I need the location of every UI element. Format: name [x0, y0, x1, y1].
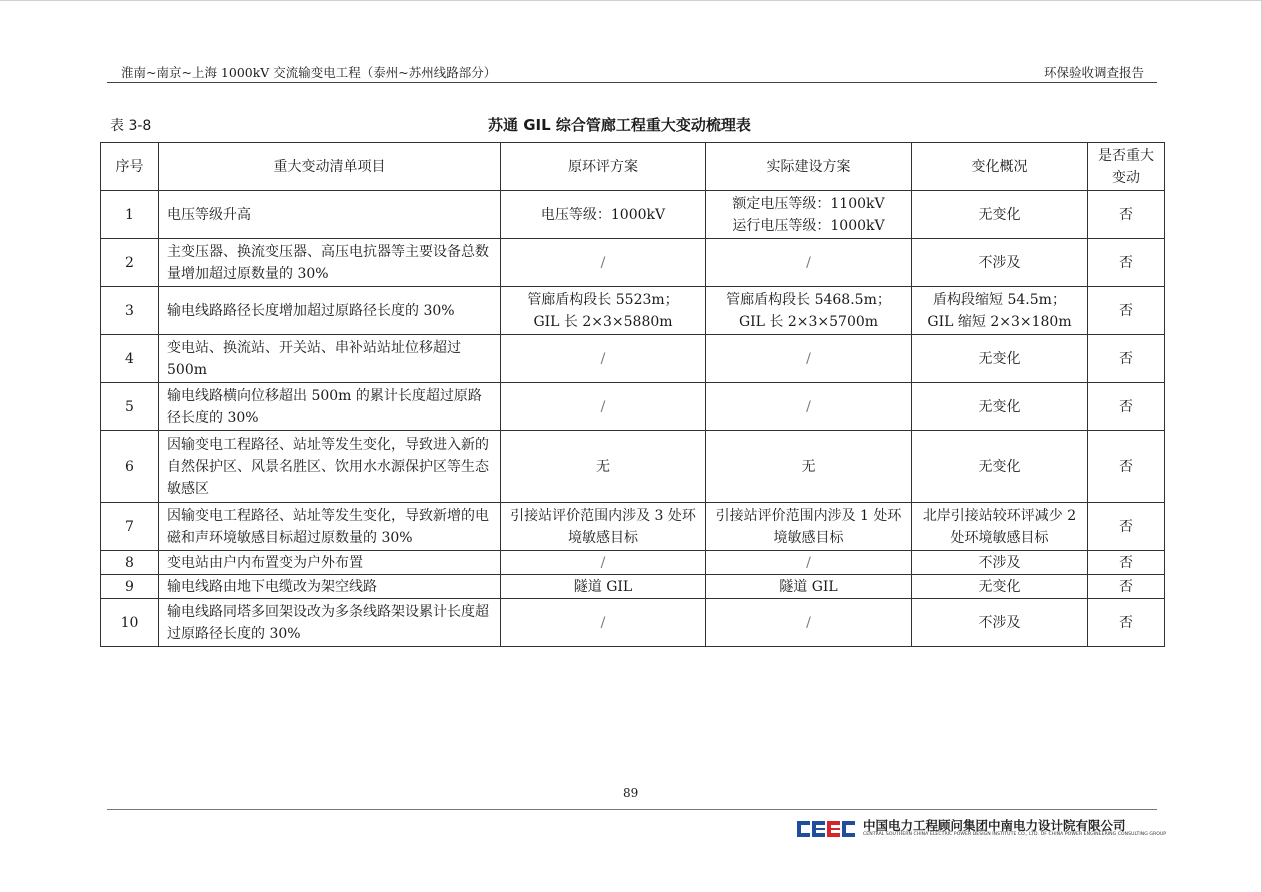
cell-item: 输电线路由地下电缆改为架空线路 — [159, 575, 501, 599]
cell-major: 否 — [1088, 575, 1165, 599]
cell-actual: 引接站评价范围内涉及 1 处环境敏感目标 — [706, 503, 912, 551]
cell-actual: 无 — [706, 431, 912, 503]
column-header-item: 重大变动清单项目 — [159, 143, 501, 191]
cell-original: 无 — [501, 431, 706, 503]
cell-change: 不涉及 — [912, 239, 1088, 287]
header-divider — [107, 82, 1157, 83]
column-header-change: 变化概况 — [912, 143, 1088, 191]
cell-no: 1 — [101, 191, 159, 239]
table-row — [101, 335, 1165, 383]
cell-major: 否 — [1088, 239, 1165, 287]
cell-item: 输电线路同塔多回架设改为多条线路架设累计长度超过原路径长度的 30% — [159, 599, 501, 647]
column-header-actual: 实际建设方案 — [706, 143, 912, 191]
header-project-title: 淮南~南京~上海 1000kV 交流输变电工程（泰州~苏州线路部分） — [121, 65, 497, 80]
cell-change: 无变化 — [912, 431, 1088, 503]
ceec-logo — [796, 818, 858, 840]
column-header-original: 原环评方案 — [501, 143, 706, 191]
table-row — [101, 431, 1165, 503]
column-header-major: 是否重大变动 — [1088, 143, 1165, 191]
cell-no: 2 — [101, 239, 159, 287]
cell-major: 否 — [1088, 335, 1165, 383]
cell-item: 因输变电工程路径、站址等发生变化，导致进入新的自然保护区、风景名胜区、饮用水水源保护区等生态敏感区 — [159, 431, 501, 503]
cell-original: / — [501, 599, 706, 647]
page-edge-top — [0, 0, 1262, 1]
cell-actual: / — [706, 599, 912, 647]
cell-actual: / — [706, 239, 912, 287]
cell-item: 变电站由户内布置变为户外布置 — [159, 551, 501, 575]
table-row — [101, 191, 1165, 239]
cell-actual: 管廊盾构段长 5468.5m； GIL 长 2×3×5700m — [706, 287, 912, 335]
table-row — [101, 287, 1165, 335]
major-change-table — [100, 142, 1165, 647]
cell-original: / — [501, 383, 706, 431]
cell-major: 否 — [1088, 191, 1165, 239]
cell-no: 4 — [101, 335, 159, 383]
cell-no: 8 — [101, 551, 159, 575]
cell-actual: / — [706, 335, 912, 383]
footer-organization-name: 中国电力工程顾问集团中南电力设计院有限公司 — [863, 818, 1126, 833]
cell-change: 无变化 — [912, 575, 1088, 599]
table-row — [101, 383, 1165, 431]
ceec-logo-mark — [797, 821, 855, 837]
cell-item: 主变压器、换流变压器、高压电抗器等主要设备总数量增加超过原数量的 30% — [159, 239, 501, 287]
cell-no: 9 — [101, 575, 159, 599]
cell-major: 否 — [1088, 599, 1165, 647]
cell-item: 输电线路横向位移超出 500m 的累计长度超过原路径长度的 30% — [159, 383, 501, 431]
cell-actual: / — [706, 551, 912, 575]
cell-major: 否 — [1088, 287, 1165, 335]
cell-original: 管廊盾构段长 5523m； GIL 长 2×3×5880m — [501, 287, 706, 335]
header-report-type: 环保验收调查报告 — [1043, 65, 1144, 80]
cell-item: 变电站、换流站、开关站、串补站站址位移超过 500m — [159, 335, 501, 383]
cell-original: / — [501, 239, 706, 287]
cell-major: 否 — [1088, 431, 1165, 503]
cell-original: 电压等级：1000kV — [501, 191, 706, 239]
table-row — [101, 239, 1165, 287]
cell-major: 否 — [1088, 551, 1165, 575]
cell-change: 无变化 — [912, 383, 1088, 431]
table-header-row — [101, 143, 1165, 191]
cell-change: 盾构段缩短 54.5m； GIL 缩短 2×3×180m — [912, 287, 1088, 335]
cell-no: 7 — [101, 503, 159, 551]
cell-no: 5 — [101, 383, 159, 431]
footer-organization-name-en: CENTRAL SOUTHERN CHINA ELECTRIC POWER DESIGN INSTITUTE CO., LTD. OF CHINA POWER ENGINEERING CONSULTING GROUP — [863, 832, 1167, 837]
table-row — [101, 599, 1165, 647]
cell-actual: 隧道 GIL — [706, 575, 912, 599]
cell-major: 否 — [1088, 503, 1165, 551]
footer-divider — [107, 809, 1157, 810]
cell-no: 6 — [101, 431, 159, 503]
cell-no: 10 — [101, 599, 159, 647]
cell-original: / — [501, 551, 706, 575]
cell-original: / — [501, 335, 706, 383]
cell-change: 无变化 — [912, 335, 1088, 383]
cell-original: 隧道 GIL — [501, 575, 706, 599]
cell-item: 因输变电工程路径、站址等发生变化，导致新增的电磁和声环境敏感目标超过原数量的 30% — [159, 503, 501, 551]
cell-original: 引接站评价范围内涉及 3 处环境敏感目标 — [501, 503, 706, 551]
column-header-no: 序号 — [101, 143, 159, 191]
table-row — [101, 551, 1165, 575]
cell-change: 无变化 — [912, 191, 1088, 239]
table-number: 表 3-8 — [110, 118, 152, 134]
cell-change: 不涉及 — [912, 551, 1088, 575]
page-number: 89 — [623, 786, 639, 800]
cell-actual: 额定电压等级：1100kV 运行电压等级：1000kV — [706, 191, 912, 239]
cell-no: 3 — [101, 287, 159, 335]
cell-major: 否 — [1088, 383, 1165, 431]
table-row — [101, 503, 1165, 551]
table-row — [101, 575, 1165, 599]
table-title: 苏通 GIL 综合管廊工程重大变动梳理表 — [488, 116, 751, 134]
cell-change: 不涉及 — [912, 599, 1088, 647]
cell-item: 电压等级升高 — [159, 191, 501, 239]
cell-item: 输电线路路径长度增加超过原路径长度的 30% — [159, 287, 501, 335]
cell-actual: / — [706, 383, 912, 431]
cell-change: 北岸引接站较环评减少 2 处环境敏感目标 — [912, 503, 1088, 551]
